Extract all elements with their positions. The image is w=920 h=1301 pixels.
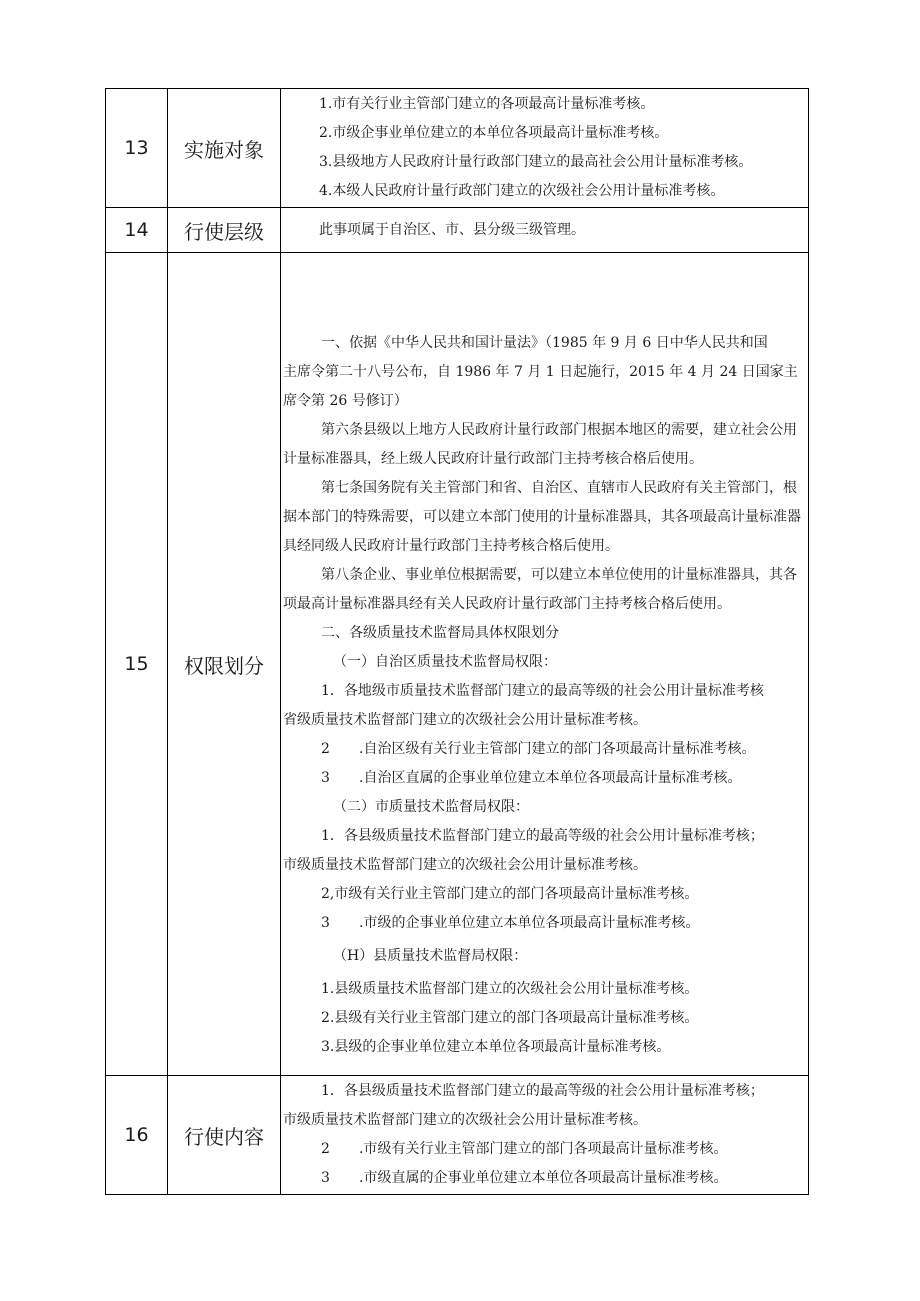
- subsection-title: （H）县质量技术监督局权限：: [333, 947, 528, 964]
- item-text: .市级直属的企事业单位建立本单位各项最高计量标准考核。: [359, 1170, 728, 1186]
- level-text: 此事项属于自治区、市、县分级三级管理。: [319, 221, 585, 238]
- table-row: [106, 208, 809, 253]
- list-item: 1．各地级市质量技术监督部门建立的最高等级的社会公用计量标准考核: [321, 682, 764, 699]
- basis-line: 主席令第二十八号公布，自 1986 年 7 月 1 日起施行，2015 年 4 月 24 日国家主: [283, 363, 798, 380]
- subsection-title: （二）市质量技术监督局权限：: [333, 798, 529, 815]
- subsection-title: （一）自治区质量技术监督局权限：: [333, 653, 557, 670]
- list-item: 3.县级的企事业单位建立本单位各项最高计量标准考核。: [321, 1038, 671, 1055]
- list-item: 1．各县级质量技术监督部门建立的最高等级的社会公用计量标准考核；: [321, 827, 764, 844]
- row-title: 行使内容: [168, 1076, 281, 1195]
- row-number: 15: [106, 253, 168, 1076]
- list-item: 1．各县级质量技术监督部门建立的最高等级的社会公用计量标准考核；: [321, 1083, 764, 1099]
- row-title: 行使层级: [168, 208, 281, 253]
- list-item: 3.县级地方人民政府计量行政部门建立的最高社会公用计量标准考核。: [319, 154, 753, 170]
- row-number: 16: [106, 1076, 168, 1195]
- item-number: 2: [321, 740, 330, 757]
- row-content: [281, 1076, 809, 1195]
- row-number: 14: [106, 208, 168, 253]
- row-title: 权限划分: [168, 253, 281, 1076]
- list-item-cont: 市级质量技术监督部门建立的次级社会公用计量标准考核。: [283, 856, 647, 873]
- row-content: [281, 208, 809, 253]
- list-item: 2,市级有关行业主管部门建立的部门各项最高计量标准考核。: [321, 885, 699, 902]
- row-content: [281, 89, 809, 208]
- item-text: .自治区级有关行业主管部门建立的部门各项最高计量标准考核。: [359, 740, 756, 757]
- basis-line: 一、依据《中华人民共和国计量法》（1985 年 9 月 6 日中华人民共和国: [321, 334, 768, 351]
- list-item-cont: 市级质量技术监督部门建立的次级社会公用计量标准考核。: [283, 1112, 647, 1128]
- list-item: 1.市有关行业主管部门建立的各项最高计量标准考核。: [319, 96, 655, 112]
- article-7: 第七条国务院有关主管部门和省、自治区、直辖市人民政府有关主管部门，根据本部门的特殊需要，可以建立本部门使用的计量标准器具，其各项最高计量标准器具经同级人民政府计量行政部门主持考核合格后使用。: [283, 479, 801, 554]
- section-title: 二、各级质量技术监督局具体权限划分: [321, 624, 559, 641]
- row-number: 13: [106, 89, 168, 208]
- list-item: [283, 1164, 806, 1193]
- list-item: [283, 1135, 806, 1164]
- list-item: 1.县级质量技术监督部门建立的次级社会公用计量标准考核。: [321, 980, 699, 997]
- list-item: 2.市级企事业单位建立的本单位各项最高计量标准考核。: [319, 125, 669, 141]
- list-item: 4.本级人民政府计量行政部门建立的次级社会公用计量标准考核。: [319, 183, 725, 199]
- row-title: 实施对象: [168, 89, 281, 208]
- basis-line: 席令第 26 号修订）: [283, 392, 408, 409]
- article-6: 第六条县级以上地方人民政府计量行政部门根据本地区的需要，建立社会公用计量标准器具，经上级人民政府计量行政部门主持考核合格后使用。: [283, 421, 797, 467]
- list-item: [283, 909, 806, 938]
- item-number: 2: [321, 1141, 330, 1157]
- table-row: [106, 1076, 809, 1195]
- item-text: .市级的企事业单位建立本单位各项最高计量标准考核。: [359, 914, 700, 931]
- item-number: 3: [321, 769, 330, 786]
- item-text: .市级有关行业主管部门建立的部门各项最高计量标准考核。: [359, 1141, 728, 1157]
- article-8: 第八条企业、事业单位根据需要，可以建立本单位使用的计量标准器具，其各项最高计量标准器具经有关人民政府计量行政部门主持考核合格后使用。: [283, 566, 797, 612]
- row-content: [281, 253, 809, 1076]
- content-table: [105, 88, 809, 1195]
- item-number: 3: [321, 1170, 330, 1186]
- item-text: .自治区直属的企事业单位建立本单位各项最高计量标准考核。: [359, 769, 742, 786]
- item-number: 3: [321, 914, 330, 931]
- table-row: [106, 89, 809, 208]
- list-item: [283, 764, 806, 793]
- list-item: 2.县级有关行业主管部门建立的部门各项最高计量标准考核。: [321, 1009, 699, 1026]
- table-row: [106, 253, 809, 1076]
- list-item-cont: 省级质量技术监督部门建立的次级社会公用计量标准考核。: [283, 711, 647, 728]
- list-item: [283, 735, 806, 764]
